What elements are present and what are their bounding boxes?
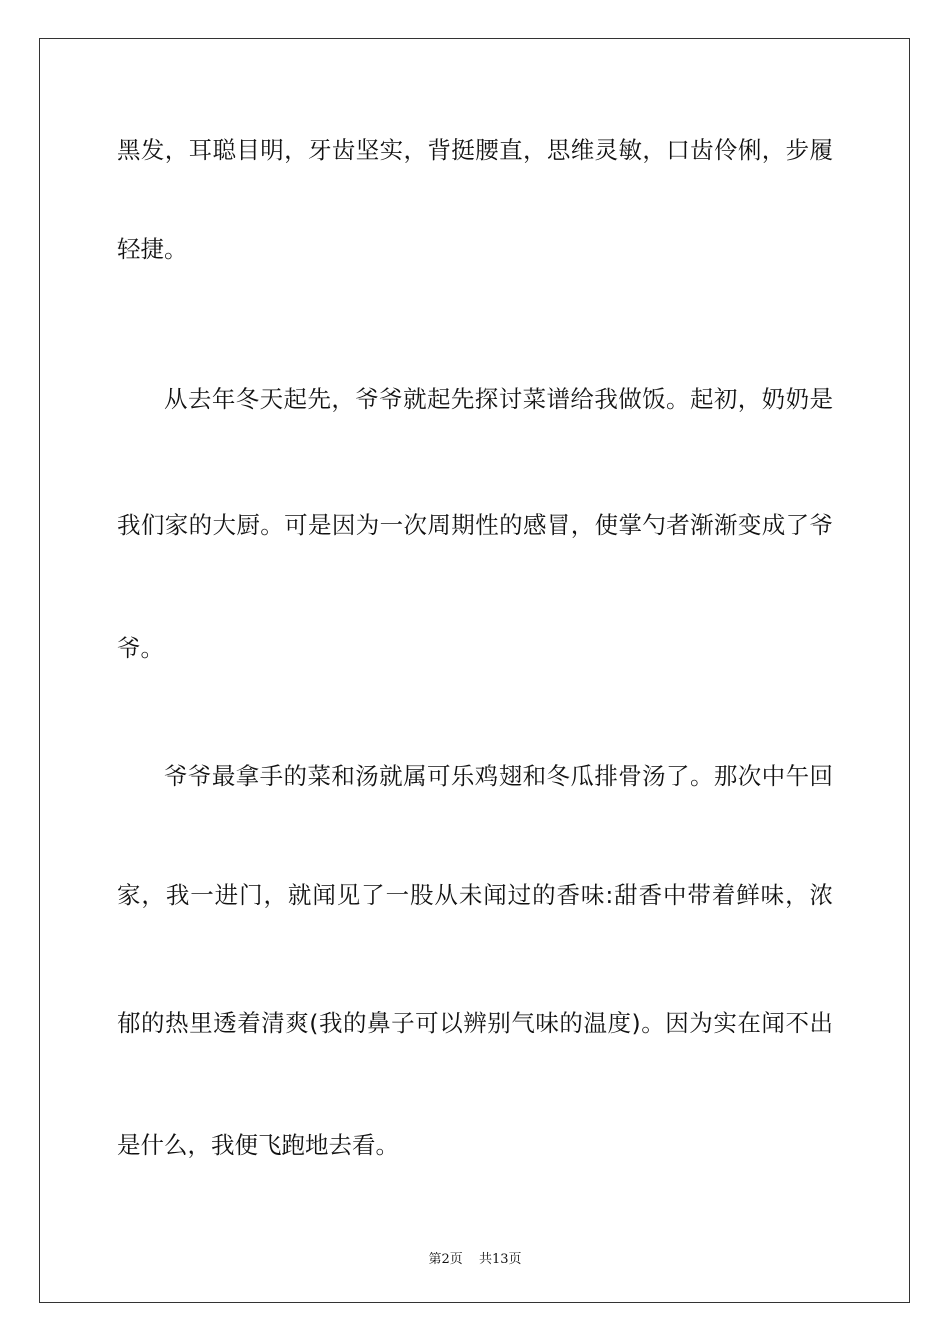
paragraph-line: 轻捷。 xyxy=(117,235,188,263)
page-total: 共13页 xyxy=(478,1252,522,1267)
page-number: 第2页 xyxy=(428,1252,463,1267)
paragraph-line: 郁的热里透着清爽(我的鼻子可以辨别气味的温度)。因为实在闻不出 xyxy=(117,1009,833,1037)
page-border xyxy=(39,38,910,1303)
paragraph-line: 家，我一进门，就闻见了一股从未闻过的香味:甜香中带着鲜味，浓 xyxy=(117,881,833,909)
paragraph-line: 我们家的大厨。可是因为一次周期性的感冒，使掌勺者渐渐变成了爷 xyxy=(117,511,833,539)
paragraph-line: 爷。 xyxy=(117,634,164,662)
paragraph-line: 爷爷最拿手的菜和汤就属可乐鸡翅和冬瓜排骨汤了。那次中午回 xyxy=(164,762,833,790)
paragraph-line: 从去年冬天起先，爷爷就起先探讨菜谱给我做饭。起初，奶奶是 xyxy=(164,385,833,413)
paragraph-line: 黑发，耳聪目明，牙齿坚实，背挺腰直，思维灵敏，口齿伶俐，步履 xyxy=(117,136,833,164)
paragraph-line: 是什么，我便飞跑地去看。 xyxy=(117,1131,399,1159)
page-footer xyxy=(0,1248,950,1267)
